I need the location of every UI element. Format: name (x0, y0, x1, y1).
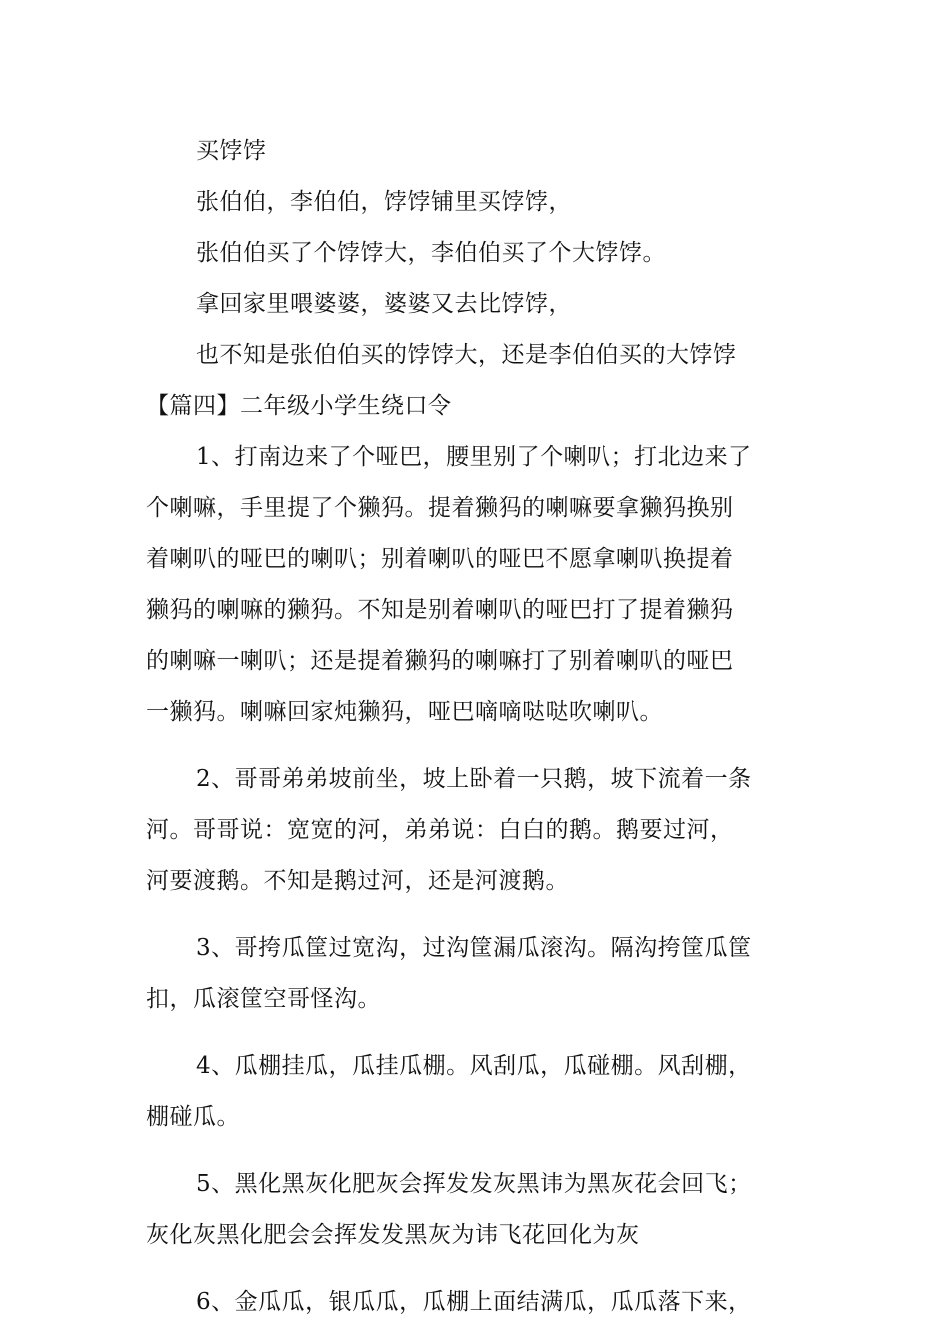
paragraph-line: 着喇叭的哑巴的喇叭；别着喇叭的哑巴不愿拿喇叭换提着 (146, 546, 734, 572)
poem-line: 张伯伯，李伯伯，饽饽铺里买饽饽， (196, 189, 572, 215)
paragraph-line: 河。哥哥说：宽宽的河，弟弟说：白白的鹅。鹅要过河， (146, 817, 734, 843)
tongue-twister-6 (146, 1277, 806, 1328)
tongue-twister-3 (146, 923, 806, 1025)
paragraph-line: 个喇嘛，手里提了个獭犸。提着獭犸的喇嘛要拿獭犸换别 (146, 495, 734, 521)
paragraph-line: 5、黑化黑灰化肥灰会挥发发灰黑讳为黑灰花会回飞； (196, 1171, 752, 1197)
section-heading: 【篇四】二年级小学生绕口令 (146, 393, 452, 419)
document-body (146, 126, 806, 1328)
paragraph-line: 2、哥哥弟弟坡前坐，坡上卧着一只鹅，坡下流着一条 (196, 766, 752, 792)
paragraph-line: 4、瓜棚挂瓜，瓜挂瓜棚。风刮瓜，瓜碰棚。风刮棚， (196, 1053, 752, 1079)
paragraph-line: 河要渡鹅。不知是鹅过河，还是河渡鹅。 (146, 868, 569, 894)
poem-line: 张伯伯买了个饽饽大，李伯伯买了个大饽饽。 (196, 240, 666, 266)
poem-title: 买饽饽 (196, 138, 267, 164)
paragraph-line: 3、哥挎瓜筐过宽沟，过沟筐漏瓜滚沟。隔沟挎筐瓜筐 (196, 935, 752, 961)
paragraph-line: 獭犸的喇嘛的獭犸。不知是别着喇叭的哑巴打了提着獭犸 (146, 597, 734, 623)
paragraph-line: 的喇嘛一喇叭；还是提着獭犸的喇嘛打了别着喇叭的哑巴 (146, 648, 734, 674)
paragraph-line: 6、金瓜瓜，银瓜瓜，瓜棚上面结满瓜，瓜瓜落下来， (196, 1289, 752, 1315)
tongue-twister-5 (146, 1159, 806, 1261)
tongue-twister-4 (146, 1041, 806, 1143)
paragraph-line: 一獭犸。喇嘛回家炖獭犸，哑巴嘀嘀哒哒吹喇叭。 (146, 699, 663, 725)
paragraph-line: 灰化灰黑化肥会会挥发发黑灰为讳飞花回化为灰 (146, 1222, 640, 1248)
poem-line: 也不知是张伯伯买的饽饽大，还是李伯伯买的大饽饽 (196, 342, 737, 368)
paragraph-line: 棚碰瓜。 (146, 1104, 240, 1130)
paragraph-line: 1、打南边来了个哑巴，腰里别了个喇叭；打北边来了 (196, 444, 752, 470)
tongue-twister-2 (146, 754, 806, 907)
paragraph-line: 扣，瓜滚筐空哥怪沟。 (146, 986, 381, 1012)
poem-line: 拿回家里喂婆婆，婆婆又去比饽饽， (196, 291, 572, 317)
tongue-twister-1 (146, 432, 806, 738)
